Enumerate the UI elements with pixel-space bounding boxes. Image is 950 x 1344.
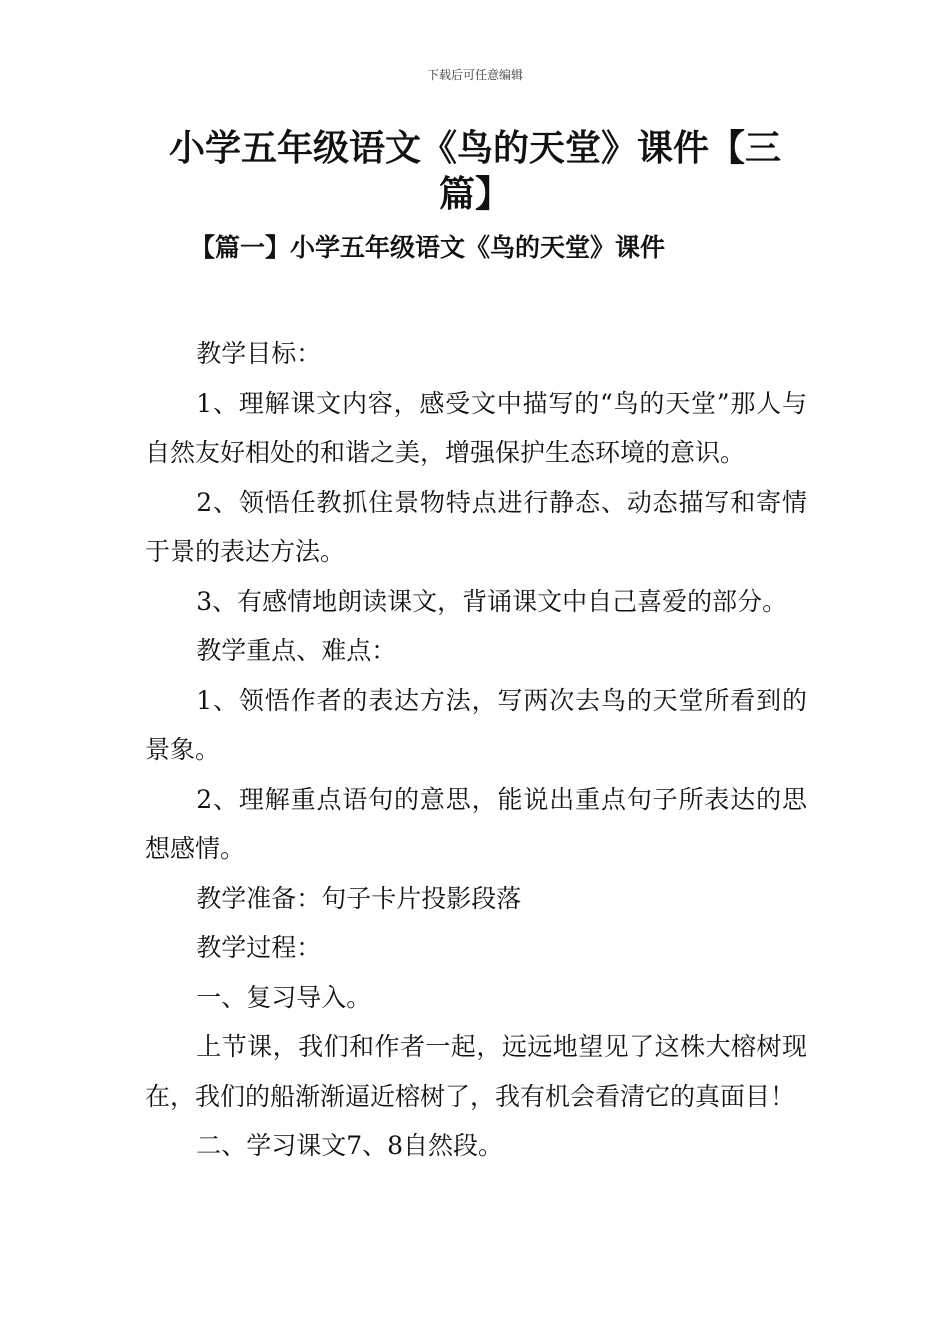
paragraph-key-point-1: 1、领悟作者的表达方法，写两次去鸟的天堂所看到的景象。 [145, 685, 807, 764]
paragraph-objectives-heading: 教学目标： [196, 339, 322, 368]
paragraph-key-points-heading: 教学重点、难点： [196, 636, 397, 665]
paragraph-process-heading: 教学过程： [196, 933, 322, 962]
paragraph-objective-2: 2、领悟任教抓住景物特点进行静态、动态描写和寄情于景的表达方法。 [145, 487, 807, 566]
header-note: 下载后可任意编辑 [426, 68, 523, 82]
document-title: 小学五年级语文《鸟的天堂》课件【三篇】 [168, 128, 781, 215]
paragraph-step-1-heading: 一、复习导入。 [196, 982, 372, 1012]
paragraph-step-2-heading: 二、学习课文7、8自然段。 [196, 1131, 504, 1160]
document-body [145, 329, 807, 1171]
paragraph-preparation: 教学准备：句子卡片投影段落 [196, 883, 522, 913]
paragraph-key-point-2: 2、理解重点语句的意思，能说出重点句子所表达的思想感情。 [145, 784, 807, 863]
section-heading: 【篇一】小学五年级语文《鸟的天堂》课件 [190, 233, 666, 262]
paragraph-objective-3: 3、有感情地朗读课文，背诵课文中自己喜爱的部分。 [196, 586, 788, 616]
paragraph-step-1-text: 上节课，我们和作者一起，远远地望见了这株大榕树现在，我们的船渐渐逼近榕树了，我有机会看清它的真面目！ [145, 1032, 807, 1111]
paragraph-objective-1: 1、理解课文内容，感受文中描写的“鸟的天堂”那人与自然友好相处的和谐之美，增强保护生态环境的意识。 [145, 388, 807, 467]
